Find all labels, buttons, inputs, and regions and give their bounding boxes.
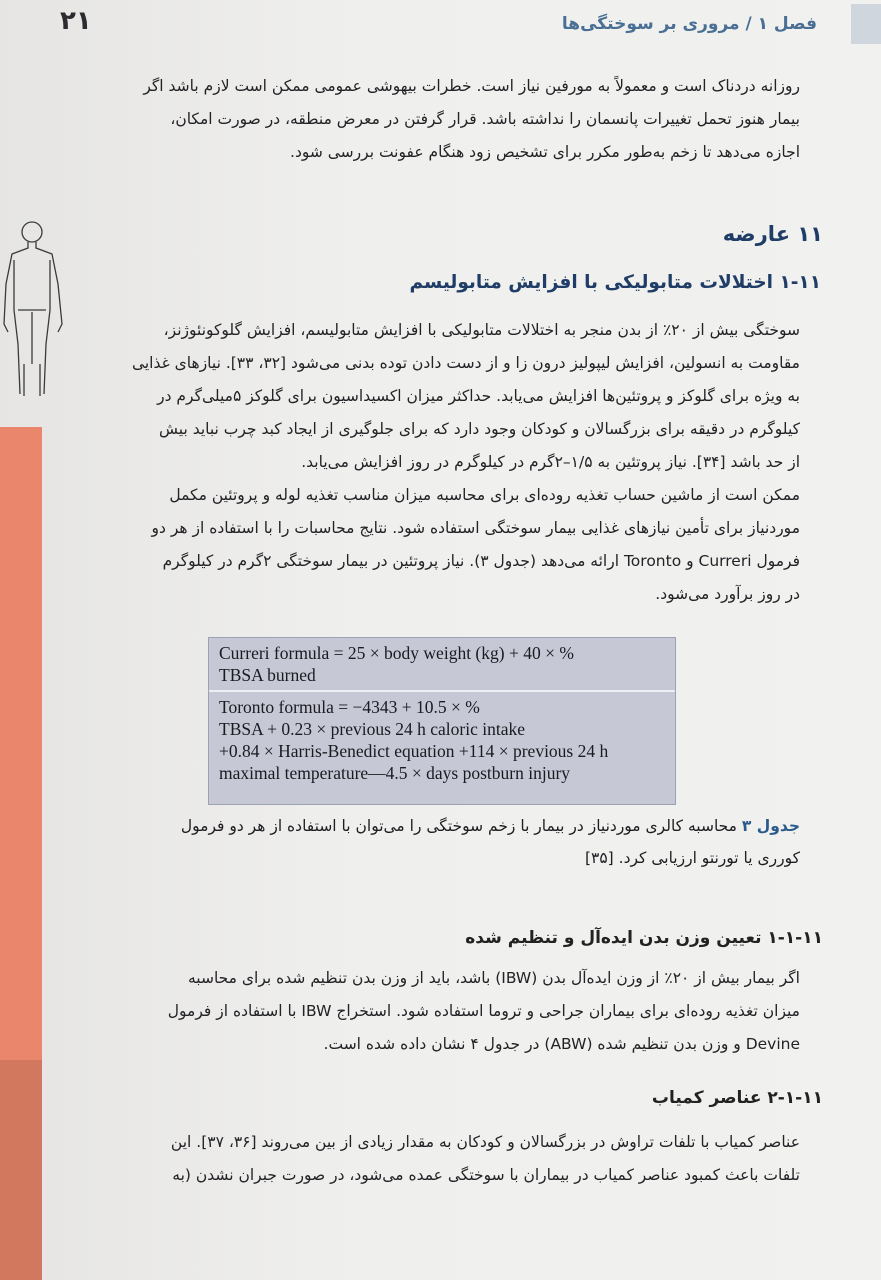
caption-text: محاسبه کالری موردنیاز در بیمار با زخم سوختگی را می‌توان با استفاده از هر دو فرمول <box>180 817 737 835</box>
caption-line <box>60 810 800 842</box>
text-line: اجازه می‌دهد تا زخم به‌طور مکرر برای تشخیص زود هنگام عفونت بررسی شود. <box>290 143 800 161</box>
text-line: Devine و وزن بدن تنظیم شده (ABW) در جدول ۴ نشان داده شده است. <box>323 1035 800 1053</box>
toronto-formula <box>209 692 675 788</box>
caption-line: کورری یا تورنتو ارزیابی کرد. [۳۵] <box>584 849 800 867</box>
formula-line: Toronto formula = −4343 + 10.5 × % <box>219 697 480 717</box>
text-line: مقاومت به انسولین، افزایش لیپولیز درون زا و از دست دادن توده بدنی می‌شود [۳۲، ۳۳]. نیازهای غذایی <box>131 354 800 372</box>
text-line: بیمار هنوز تحمل تغییرات پانسمان را نداشته باشد. قرار گرفتن در معرض منطقه، در صورت امکان، <box>170 110 800 128</box>
formula-line: +0.84 × Harris-Benedict equation +114 × previous 24 h <box>219 741 609 761</box>
trace-elements-paragraph <box>60 1126 800 1192</box>
text-line: سوختگی بیش از ۲۰٪ از بدن منجر به اختلالات متابولیکی با افزایش متابولیسم، افزایش گلوکونئوژنز، <box>163 321 800 339</box>
text-line: روزانه دردناک است و معمولاً به مورفین نیاز است. خطرات بیهوشی عمومی ممکن است لازم باشد اگر <box>143 77 800 95</box>
text-line: از حد باشد [۳۴]. نیاز پروتئین به ۱/۵–۲گرم در کیلوگرم در روز افزایش می‌یابد. <box>301 453 800 471</box>
chapter-color-tab <box>0 427 42 1280</box>
metabolic-paragraph <box>60 314 800 611</box>
intro-paragraph <box>60 70 800 169</box>
formula-line: Curreri formula = 25 × body weight (kg) + 40 × % <box>219 643 574 663</box>
formula-line: TBSA burned <box>219 665 316 685</box>
formula-line: maximal temperature—4.5 × days postburn injury <box>219 763 571 783</box>
subsection-heading: ۱-۱۱ اختلالات متابولیکی با افزایش متابولیسم <box>409 272 821 293</box>
table-caption <box>60 810 800 874</box>
text-line: کیلوگرم در دقیقه برای بزرگسالان و کودکان وجود دارد که برای جلوگیری از ایجاد کبد چرب نباید بیش <box>159 420 800 438</box>
text-line: در روز برآورد می‌شود. <box>655 585 800 603</box>
text-line: به ویژه برای گلوکز و پروتئین‌ها افزایش می‌یابد. حداکثر میزان اکسیداسیون برای گلوکز ۵میلی‌گرم در <box>157 387 800 405</box>
header-color-bar <box>851 4 881 44</box>
curreri-formula <box>209 638 675 690</box>
section-heading: ۱۱ عارضه <box>722 222 823 246</box>
subsubsection-heading: ۱-۱-۱۱ تعیین وزن بدن ایده‌آل و تنظیم شده <box>465 928 823 948</box>
text-line: عناصر کمیاب با تلفات تراوش در بزرگسالان و کودکان به مقدار زیادی از بین می‌روند [۳۶، ۳۷]. این <box>170 1133 800 1151</box>
text-line: ممکن است از ماشین حساب تغذیه روده‌ای برای محاسبه میزان مناسب تغذیه لوله و پروتئین مکمل <box>169 486 800 504</box>
text-line: موردنیاز برای تأمین نیازهای غذایی بیمار سوختگی استفاده شود. نتایج محاسبات را با استفاده از هر دو <box>151 519 800 537</box>
ideal-weight-paragraph <box>60 962 800 1061</box>
text-line: فرمول Curreri و Toronto ارائه می‌دهد (جدول ۳). نیاز پروتئین در بیمار سوختگی ۲گرم در کیلوگرم <box>162 552 800 570</box>
formula-line: TBSA + 0.23 × previous 24 h caloric intake <box>219 719 526 739</box>
chapter-title: فصل ۱ / مروری بر سوختگی‌ها <box>561 14 817 34</box>
text-line: تلفات باعث کمبود عناصر کمیاب در بیماران با سوختگی عمده می‌شود، در صورت جبران نشدن (به <box>172 1166 800 1184</box>
text-line: اگر بیمار بیش از ۲۰٪ از وزن ایده‌آل بدن (IBW) باشد، باید از وزن بدن تنظیم شده برای محاسبه <box>187 969 800 987</box>
subsubsection-heading: ۲-۱-۱۱ عناصر کمیاب <box>651 1088 823 1108</box>
formula-table <box>208 637 676 805</box>
page-number: ۲۱ <box>60 6 92 36</box>
caption-label: جدول ۳ <box>741 817 800 835</box>
page-header <box>60 4 841 44</box>
text-line: میزان تغذیه روده‌ای برای بیماران جراحی و تروما استفاده شود. استخراج IBW با استفاده از فرمول <box>167 1002 800 1020</box>
